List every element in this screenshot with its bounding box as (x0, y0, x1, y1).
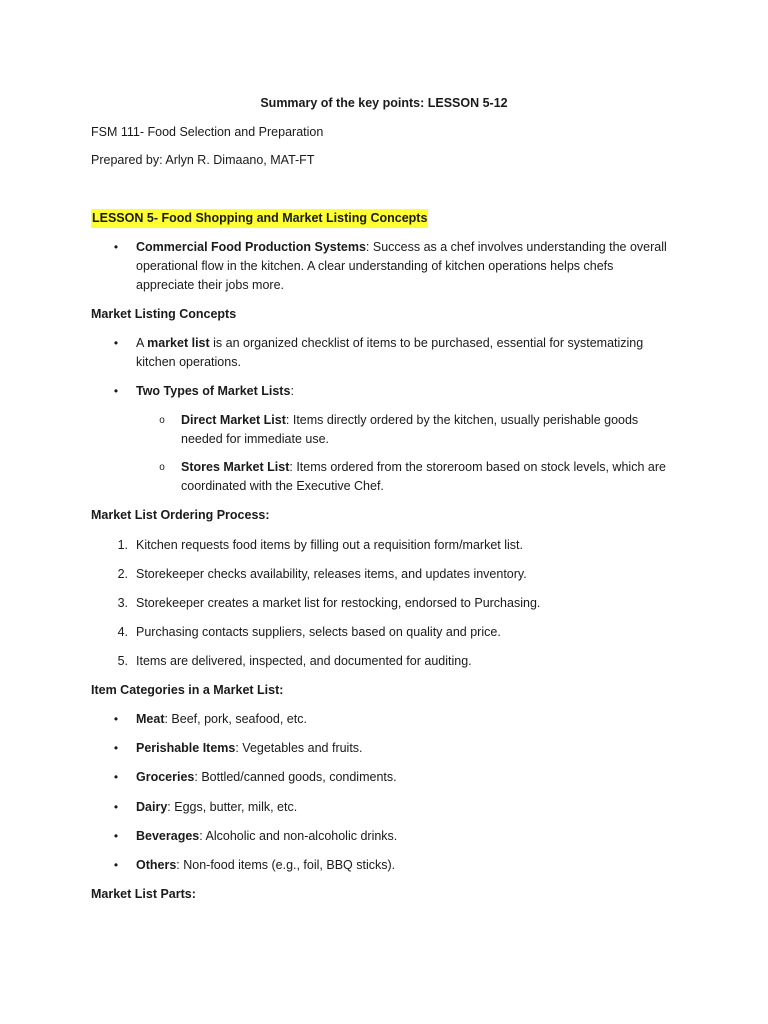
bullet-icon: • (113, 384, 119, 398)
sub-bullet-text: Stores Market List: Items ordered from the storeroom based on stock levels, which are (181, 460, 666, 474)
document-title: Summary of the key points: LESSON 5-12 (260, 96, 508, 110)
term: Groceries (136, 770, 195, 784)
category-text: Groceries: Bottled/canned goods, condiments. (136, 770, 397, 784)
section-heading: Market List Parts: (91, 887, 196, 901)
category-text: Beverages: Alcoholic and non-alcoholic drinks. (136, 829, 398, 843)
step-number: 4. (117, 625, 128, 639)
section-heading: Market Listing Concepts (91, 307, 237, 321)
term: Perishable Items (136, 741, 236, 755)
sub-bullet-icon: o (159, 462, 165, 473)
sub-bullet-text-continued: needed for immediate use. (181, 432, 330, 446)
term: market list (147, 336, 210, 350)
term: Dairy (136, 800, 168, 814)
bullet-text: Commercial Food Production Systems: Success as a chef involves understanding the overall (136, 240, 667, 254)
bullet-icon: • (113, 858, 119, 872)
step-text: Items are delivered, inspected, and documented for auditing. (136, 654, 472, 668)
term: Direct Market List (181, 413, 286, 427)
category-text: Meat: Beef, pork, seafood, etc. (136, 712, 307, 726)
prepared-by-line: Prepared by: Arlyn R. Dimaano, MAT-FT (91, 153, 315, 167)
category-text: Perishable Items: Vegetables and fruits. (136, 741, 363, 755)
step-text: Storekeeper creates a market list for restocking, endorsed to Purchasing. (136, 596, 541, 610)
lesson-heading: LESSON 5- Food Shopping and Market Listing Concepts (91, 209, 428, 228)
term: Meat (136, 712, 165, 726)
bullet-icon: • (113, 770, 119, 784)
step-text: Kitchen requests food items by filling out a requisition form/market list. (136, 538, 523, 552)
step-number: 5. (117, 654, 128, 668)
bullet-icon: • (113, 741, 119, 755)
bullet-text-continued: operational flow in the kitchen. A clear understanding of kitchen operations helps chefs (136, 259, 614, 273)
step-number: 2. (117, 567, 128, 581)
bullet-text: Two Types of Market Lists: (136, 384, 294, 398)
bullet-icon: • (113, 712, 119, 726)
step-number: 1. (117, 538, 128, 552)
step-text: Purchasing contacts suppliers, selects based on quality and price. (136, 625, 501, 639)
term: Stores Market List (181, 460, 290, 474)
bullet-text-continued: appreciate their jobs more. (136, 278, 284, 292)
term: Two Types of Market Lists (136, 384, 291, 398)
course-line: FSM 111- Food Selection and Preparation (91, 125, 324, 139)
bullet-text-continued: kitchen operations. (136, 355, 241, 369)
term: Commercial Food Production Systems (136, 240, 366, 254)
step-number: 3. (117, 596, 128, 610)
sub-bullet-text: Direct Market List: Items directly ordered by the kitchen, usually perishable goods (181, 413, 639, 427)
sub-bullet-icon: o (159, 415, 165, 426)
bullet-icon: • (113, 336, 119, 350)
category-text: Dairy: Eggs, butter, milk, etc. (136, 800, 298, 814)
bullet-icon: • (113, 829, 119, 843)
bullet-text: A market list is an organized checklist of items to be purchased, essential for systematizing (136, 336, 644, 350)
step-text: Storekeeper checks availability, releases items, and updates inventory. (136, 567, 527, 581)
section-heading: Item Categories in a Market List: (91, 683, 284, 697)
bullet-icon: • (113, 240, 119, 254)
term: Beverages (136, 829, 200, 843)
section-heading: Market List Ordering Process: (91, 508, 270, 522)
category-text: Others: Non-food items (e.g., foil, BBQ sticks). (136, 858, 396, 872)
term: Others (136, 858, 177, 872)
sub-bullet-text-continued: coordinated with the Executive Chef. (181, 479, 384, 493)
bullet-icon: • (113, 800, 119, 814)
